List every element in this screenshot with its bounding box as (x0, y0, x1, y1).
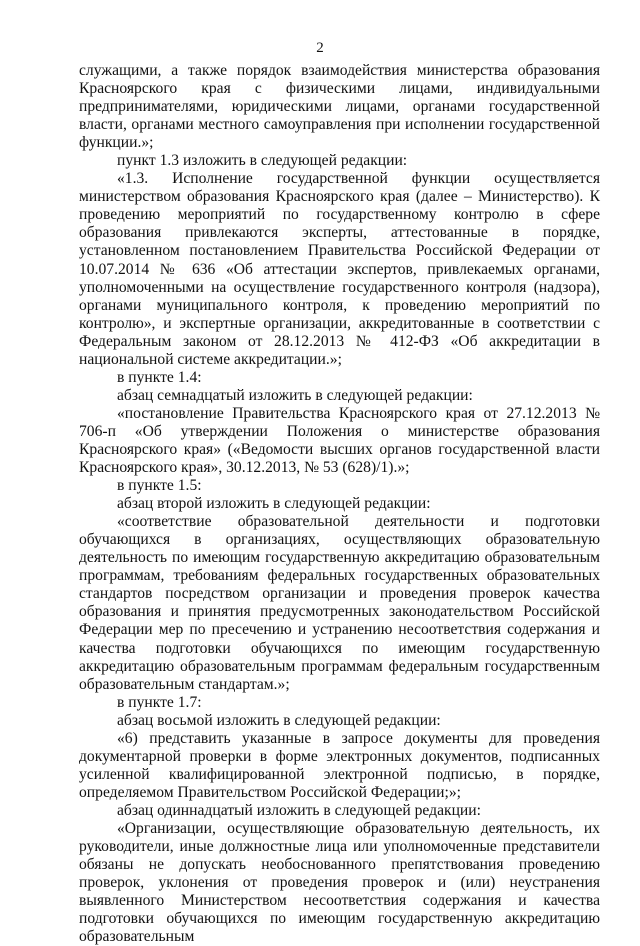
paragraph-item-1-7-instruction-11: абзац одиннадцатый изложить в следующей редакции: (117, 801, 481, 819)
paragraph-1-continuation: служащими, а также порядок взаимодействия министерства образования Красноярского края с физическими лицами, индивидуальными предпринимателями, юридическими лицами, органами государственной власти, органами местного самоуправления при исполнении государственной функции.»; (79, 62, 600, 152)
paragraph-item-1-4-instruction: абзац семнадцатый изложить в следующей редакции: (117, 386, 473, 404)
document-body (79, 62, 600, 946)
paragraph-item-1-3-text: «1.3. Исполнение государственной функции осуществляется министерством образования Красноярского края (далее – Министерство). К проведению мероприятий по государственному контролю в сфере образования привлекаются эксперты, аттестованные в порядке, установленном постановлением Правительства Российской Федерации от 10.07.2014 № 636 «Об аттестации экспертов, привлекаемых органами, уполномоченными на осуществление государственного контроля (надзора), органами муниципального контроля, к проведению мероприятий по контролю», и экспертные организации, аккредитованные в соответствии с Федеральным законом от 28.12.2013 № 412-ФЗ «Об аккредитации в национальной системе аккредитации.»; (79, 170, 600, 368)
paragraph-item-1-5-text: «соответствие образовательной деятельности и подготовки обучающихся в организациях, осуществляющих образовательную деятельность по имеющим государственную аккредитацию образовательным программам, требованиям федеральных государственных образовательных стандартов посредством организации и проведения проверок качества образования и принятия предусмотренных законодательством Российской Федерации мер по пресечению и устранению несоответствия содержания и качества подготовки обучающихся по имеющим государственную аккредитацию образовательным программам федеральным государственным образовательным стандартам.»; (79, 513, 600, 693)
paragraph-item-1-7-instruction-8: абзац восьмой изложить в следующей редакции: (117, 711, 441, 729)
page-number: 2 (316, 40, 324, 56)
paragraph-item-1-7-text-8: «6) представить указанные в запросе документы для проведения документарной проверки в форме электронных документов, подписанных усиленной квалифицированной электронной подписью, в порядке, определяемом Правительством Российской Федерации;»; (79, 729, 600, 801)
paragraph-item-1-5-heading: в пункте 1.5: (117, 477, 202, 495)
paragraph-item-1-7-text-11: «Организации, осуществляющие образовательную деятельность, их руководители, иные должностные лица или уполномоченные представители обязаны не допускать необоснованного препятствования проведению проверок, уклонения от проведения проверок и (или) неустранения выявленного Министерством несоответствия содержания и качества подготовки обучающихся по имеющим государственную аккредитацию образовательным (79, 819, 600, 946)
paragraph-item-1-3-instruction: пункт 1.3 изложить в следующей редакции: (117, 152, 408, 170)
paragraph-item-1-5-instruction: абзац второй изложить в следующей редакции: (117, 495, 431, 513)
paragraph-item-1-4-text: «постановление Правительства Красноярского края от 27.12.2013 № 706-п «Об утверждении Положения о министерстве образования Красноярского края» («Ведомости высших органов государственной власти Красноярского края», 30.12.2013, № 53 (628)/1).»; (79, 404, 600, 477)
paragraph-item-1-7-heading: в пункте 1.7: (117, 693, 202, 711)
paragraph-item-1-4-heading: в пункте 1.4: (117, 368, 202, 386)
